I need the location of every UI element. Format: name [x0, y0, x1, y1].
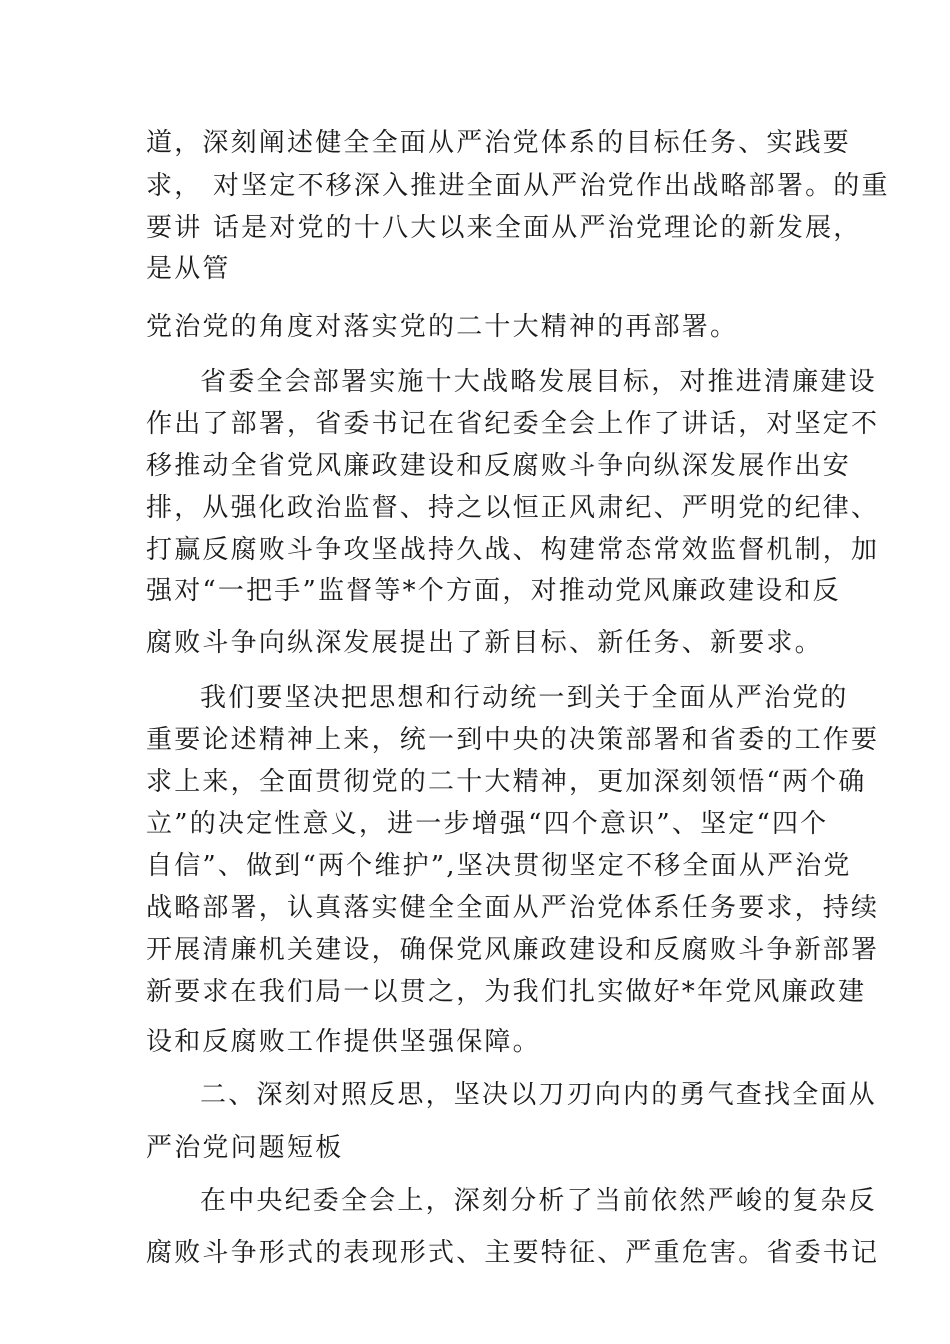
section-heading: 二、深刻对照反思，坚决以刀刃向内的勇气查找全面从 [200, 1080, 877, 1110]
text-line: 求上来，全面贯彻党的二十大精神，更加深刻领悟“两个确 [146, 767, 867, 797]
text-line: 排，从强化政治监督、持之以恒正风肃纪、严明党的纪律、 [146, 493, 880, 523]
text-line: 是从管 [146, 254, 231, 284]
text-line: 道，深刻阐述健全全面从严治党体系的目标任务、实践要 [146, 128, 852, 158]
text-line: 要讲 话是对党的十八大以来全面从严治党理论的新发展， [146, 213, 862, 243]
text-line: 腐败斗争形式的表现形式、主要特征、严重危害。省委书记 [146, 1238, 880, 1268]
text-line: 自信”、做到“两个维护”,坚决贯彻坚定不移全面从严治党 [146, 851, 852, 881]
section-heading-continued: 严治党问题短板 [146, 1133, 344, 1163]
text-line: 党治党的角度对落实党的二十大精神的再部署。 [146, 312, 739, 342]
text-line: 强对“一把手”监督等*个方面，对推动党风廉政建设和反 [146, 576, 841, 606]
text-line: 设和反腐败工作提供坚强保障。 [146, 1027, 541, 1057]
text-line: 求， 对坚定不移深入推进全面从严治党作出战略部署。的重 [146, 171, 890, 201]
text-line: 腐败斗争向纵深发展提出了新目标、新任务、新要求。 [146, 628, 823, 658]
paragraph-first-line: 省委全会部署实施十大战略发展目标，对推进清廉建设 [200, 367, 877, 397]
text-line: 移推动全省党风廉政建设和反腐败斗争向纵深发展作出安 [146, 451, 852, 481]
text-line: 作出了部署，省委书记在省纪委全会上作了讲话，对坚定不 [146, 409, 880, 439]
text-line: 打赢反腐败斗争攻坚战持久战、构建常态常效监督机制，加 [146, 535, 880, 565]
paragraph-first-line: 我们要坚决把思想和行动统一到关于全面从严治党的 [200, 683, 849, 713]
text-line: 立”的决定性意义，进一步增强“四个意识”、坚定“四个 [146, 809, 829, 839]
text-line: 战略部署，认真落实健全全面从严治党体系任务要求，持续 [146, 893, 880, 923]
text-line: 重要论述精神上来，统一到中央的决策部署和省委的工作要 [146, 725, 880, 755]
text-line: 新要求在我们局一以贯之，为我们扎实做好*年党风廉政建 [146, 977, 867, 1007]
text-line: 开展清廉机关建设，确保党风廉政建设和反腐败斗争新部署 [146, 935, 880, 965]
paragraph-first-line: 在中央纪委全会上，深刻分析了当前依然严峻的复杂反 [200, 1186, 877, 1216]
